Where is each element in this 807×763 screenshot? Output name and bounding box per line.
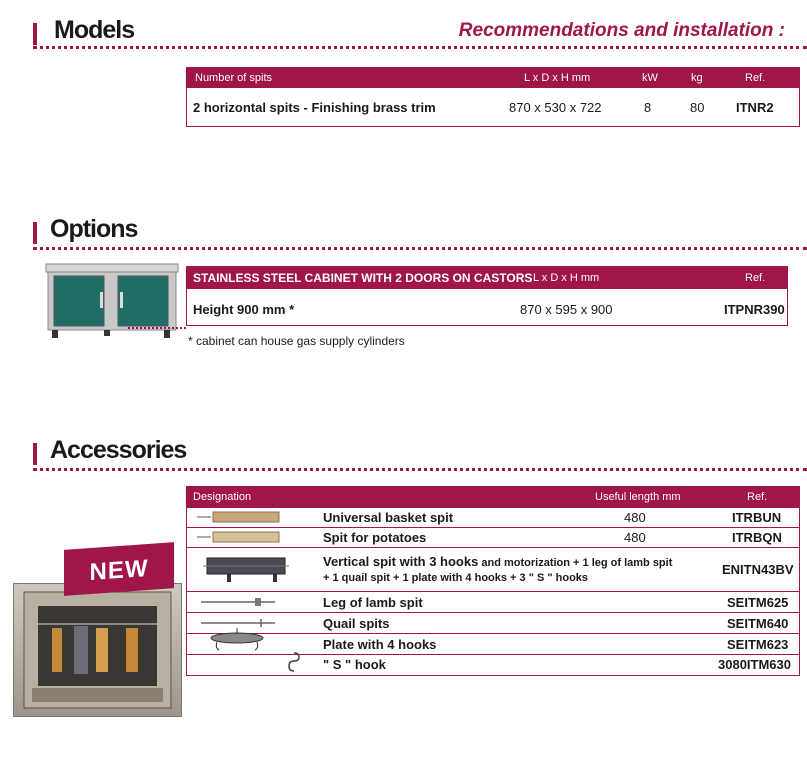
header-acc-ref: Ref. xyxy=(747,491,768,503)
options-footnote: * cabinet can house gas supply cylinders xyxy=(188,334,405,348)
s-hook-icon xyxy=(287,651,301,673)
acc-name: " S " hook xyxy=(323,657,386,672)
lamb-spit-icon xyxy=(201,596,275,608)
acc-ref: ITRBQN xyxy=(732,530,782,545)
plate-hooks-icon xyxy=(207,628,267,654)
header-options-dims: L x D x H mm xyxy=(533,272,600,284)
acc-ref: ITRBUN xyxy=(732,510,782,525)
header-dimensions: L x D x H mm xyxy=(524,72,591,84)
acc-name: Quail spits xyxy=(323,616,390,631)
table-row xyxy=(187,547,799,592)
acc-name-main: Vertical spit with 3 hooks xyxy=(323,554,479,569)
acc-ref: SEITM640 xyxy=(727,616,789,631)
acc-name-extra: and motorization + 1 leg of lamb spit xyxy=(478,557,673,569)
model-dims: 870 x 530 x 722 xyxy=(509,100,602,115)
header-ref: Ref. xyxy=(745,72,766,84)
model-kg: 80 xyxy=(690,100,705,115)
acc-name-line2: + 1 quail spit + 1 plate with 4 hooks + 3 " S " hooks xyxy=(323,572,589,584)
accessories-title: Accessories xyxy=(50,436,187,464)
models-divider xyxy=(33,46,807,49)
acc-name: Plate with 4 hooks xyxy=(323,637,437,652)
rotisserie-illustration xyxy=(14,584,181,716)
header-cabinet: STAINLESS STEEL CABINET WITH 2 DOORS ON CASTORS xyxy=(193,271,533,285)
table-row xyxy=(187,507,799,528)
acc-ref: ENITN43BV xyxy=(722,562,794,577)
option-name: Height 900 mm * xyxy=(193,302,295,317)
rotisserie-photo xyxy=(13,583,182,717)
recommendations-heading: Recommendations and installation : xyxy=(458,20,785,41)
accessories-divider xyxy=(33,468,807,471)
table-row xyxy=(187,633,799,655)
acc-name: Spit for potatoes xyxy=(323,530,427,545)
models-section-marker xyxy=(33,23,37,45)
acc-ref: SEITM625 xyxy=(727,595,789,610)
header-options-ref: Ref. xyxy=(745,272,766,284)
header-kw: kW xyxy=(642,72,658,84)
options-table-header xyxy=(187,267,787,289)
option-ref: ITPNR390 xyxy=(724,302,785,317)
models-title: Models xyxy=(54,16,135,44)
acc-name-line1 xyxy=(323,554,672,569)
model-name: 2 horizontal spits - Finishing brass trim xyxy=(193,100,436,115)
table-row xyxy=(187,591,799,613)
acc-length: 480 xyxy=(624,510,646,525)
options-table xyxy=(186,266,788,326)
table-row xyxy=(187,654,799,675)
model-ref: ITNR2 xyxy=(736,100,774,115)
table-row xyxy=(187,612,799,634)
header-kg: kg xyxy=(691,72,703,84)
acc-name: Leg of lamb spit xyxy=(323,595,423,610)
accessories-table xyxy=(186,486,800,676)
acc-ref: 3080ITM630 xyxy=(718,657,791,672)
options-divider xyxy=(33,247,807,250)
options-section-marker xyxy=(33,222,37,244)
option-dims: 870 x 595 x 900 xyxy=(520,302,613,317)
acc-length: 480 xyxy=(624,530,646,545)
accessories-section-marker xyxy=(33,443,37,465)
new-badge: NEW xyxy=(64,542,174,596)
models-table-header xyxy=(187,68,799,88)
acc-name: Universal basket spit xyxy=(323,510,454,525)
cabinet-leader-line xyxy=(128,327,186,329)
acc-ref: SEITM623 xyxy=(727,637,789,652)
models-table xyxy=(186,67,800,127)
header-designation: Designation xyxy=(193,491,252,503)
model-kw: 8 xyxy=(644,100,652,115)
header-number-of-spits: Number of spits xyxy=(195,72,273,84)
table-row xyxy=(187,527,799,548)
potato-spit-icon xyxy=(197,531,281,543)
vertical-spit-icon xyxy=(203,554,289,584)
options-title: Options xyxy=(50,215,138,243)
basket-spit-icon xyxy=(197,511,281,523)
accessories-table-header xyxy=(187,487,799,507)
header-useful-length: Useful length mm xyxy=(595,491,681,503)
